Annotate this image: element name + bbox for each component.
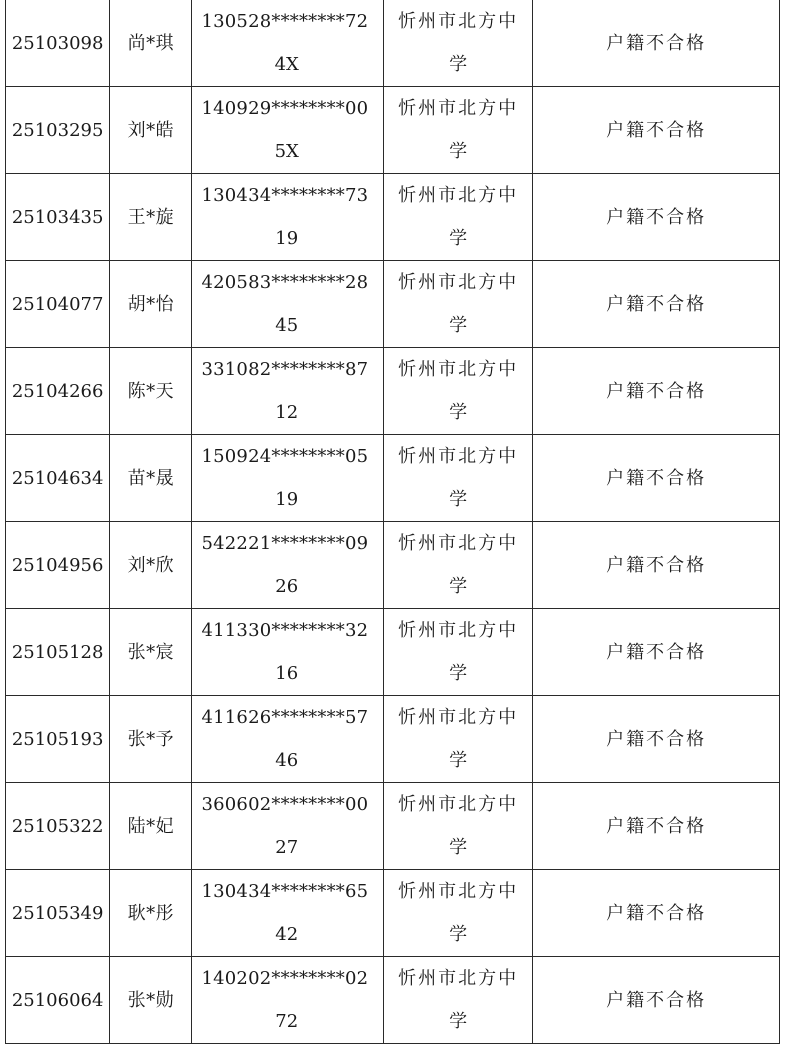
exam-number-cell: 25103295 [6,87,110,174]
exam-number-cell: 25106064 [6,957,110,1044]
id-card-number-line-1: 331082********87 [201,359,369,380]
school-name-line-2: 学 [449,402,468,423]
id-card-number-line-2: 27 [275,837,299,858]
table-row [6,609,780,696]
reason-cell: 户籍不合格 [533,957,780,1044]
exam-number-cell: 25105128 [6,609,110,696]
school-name-line-2: 学 [449,141,468,162]
table-row [6,261,780,348]
id-card-number-cell [192,0,383,87]
student-name-cell: 张*勋 [110,957,192,1044]
school-name-line-1: 忻州市北方中 [398,968,519,989]
student-name-cell: 张*予 [110,696,192,783]
student-name-cell: 张*宸 [110,609,192,696]
id-card-number-line-2: 19 [275,228,299,249]
reason-cell: 户籍不合格 [533,435,780,522]
id-card-number-line-2: 26 [275,576,299,597]
table-row [6,348,780,435]
school-name-line-1: 忻州市北方中 [398,446,519,467]
school-name-line-2: 学 [449,315,468,336]
id-card-number-line-1: 360602********00 [201,794,369,815]
exam-number-cell: 25103435 [6,174,110,261]
id-card-number-line-2: 45 [275,315,299,336]
id-card-number-cell [192,261,383,348]
id-card-number-cell [192,522,383,609]
school-name-line-1: 忻州市北方中 [398,359,519,380]
school-name-line-1: 忻州市北方中 [398,707,519,728]
school-name-line-1: 忻州市北方中 [398,881,519,902]
school-name-line-1: 忻州市北方中 [398,98,519,119]
id-card-number-line-1: 542221********09 [201,533,369,554]
table-row [6,957,780,1044]
student-name-cell: 胡*怡 [110,261,192,348]
school-name-cell [383,870,532,957]
id-card-number-cell [192,609,383,696]
results-table [5,0,780,1044]
reason-cell: 户籍不合格 [533,0,780,87]
id-card-number-line-2: 16 [275,663,299,684]
id-card-number-cell [192,696,383,783]
id-card-number-line-1: 130528********72 [201,11,369,32]
exam-number-cell: 25104956 [6,522,110,609]
school-name-line-2: 学 [449,54,468,75]
table-row [6,87,780,174]
id-card-number-cell [192,783,383,870]
id-card-number-cell [192,870,383,957]
student-name-cell: 陈*天 [110,348,192,435]
student-name-cell: 耿*彤 [110,870,192,957]
table-row [6,783,780,870]
school-name-line-2: 学 [449,837,468,858]
table-row [6,0,780,87]
id-card-number-line-2: 5X [274,141,299,162]
school-name-cell [383,348,532,435]
id-card-number-line-1: 420583********28 [201,272,369,293]
id-card-number-line-1: 140202********02 [201,968,369,989]
id-card-number-line-1: 411330********32 [201,620,369,641]
student-name-cell: 苗*晟 [110,435,192,522]
id-card-number-line-2: 42 [275,924,299,945]
id-card-number-line-1: 411626********57 [201,707,369,728]
student-name-cell: 刘*欣 [110,522,192,609]
school-name-cell [383,435,532,522]
school-name-line-1: 忻州市北方中 [398,272,519,293]
reason-cell: 户籍不合格 [533,870,780,957]
reason-cell: 户籍不合格 [533,522,780,609]
school-name-line-1: 忻州市北方中 [398,794,519,815]
id-card-number-line-1: 130434********73 [201,185,369,206]
id-card-number-line-2: 12 [275,402,299,423]
school-name-line-2: 学 [449,1011,468,1032]
student-name-cell: 刘*皓 [110,87,192,174]
school-name-cell [383,174,532,261]
reason-cell: 户籍不合格 [533,609,780,696]
school-name-cell [383,696,532,783]
table-row [6,174,780,261]
reason-cell: 户籍不合格 [533,783,780,870]
table-row [6,870,780,957]
id-card-number-line-1: 140929********00 [201,98,369,119]
student-name-cell: 尚*琪 [110,0,192,87]
id-card-number-line-1: 130434********65 [201,881,369,902]
id-card-number-line-2: 72 [275,1011,299,1032]
table-row [6,435,780,522]
school-name-line-1: 忻州市北方中 [398,185,519,206]
table-row [6,522,780,609]
id-card-number-cell [192,174,383,261]
reason-cell: 户籍不合格 [533,174,780,261]
table-body [6,0,780,1044]
reason-cell: 户籍不合格 [533,261,780,348]
table-row [6,696,780,783]
exam-number-cell: 25104634 [6,435,110,522]
student-name-cell: 王*旋 [110,174,192,261]
id-card-number-line-1: 150924********05 [201,446,369,467]
school-name-cell [383,783,532,870]
id-card-number-cell [192,435,383,522]
id-card-number-cell [192,87,383,174]
student-name-cell: 陆*妃 [110,783,192,870]
exam-number-cell: 25103098 [6,0,110,87]
school-name-line-1: 忻州市北方中 [398,11,519,32]
school-name-line-1: 忻州市北方中 [398,533,519,554]
exam-number-cell: 25104266 [6,348,110,435]
school-name-line-1: 忻州市北方中 [398,620,519,641]
school-name-cell [383,0,532,87]
reason-cell: 户籍不合格 [533,87,780,174]
results-table-container [5,0,780,1044]
id-card-number-cell [192,957,383,1044]
school-name-line-2: 学 [449,924,468,945]
id-card-number-line-2: 46 [275,750,299,771]
reason-cell: 户籍不合格 [533,696,780,783]
school-name-line-2: 学 [449,663,468,684]
school-name-line-2: 学 [449,228,468,249]
id-card-number-cell [192,348,383,435]
reason-cell: 户籍不合格 [533,348,780,435]
school-name-cell [383,261,532,348]
exam-number-cell: 25105193 [6,696,110,783]
school-name-cell [383,87,532,174]
school-name-line-2: 学 [449,576,468,597]
school-name-cell [383,957,532,1044]
school-name-cell [383,522,532,609]
exam-number-cell: 25105349 [6,870,110,957]
id-card-number-line-2: 19 [275,489,299,510]
school-name-line-2: 学 [449,750,468,771]
id-card-number-line-2: 4X [274,54,299,75]
school-name-line-2: 学 [449,489,468,510]
exam-number-cell: 25104077 [6,261,110,348]
school-name-cell [383,609,532,696]
exam-number-cell: 25105322 [6,783,110,870]
